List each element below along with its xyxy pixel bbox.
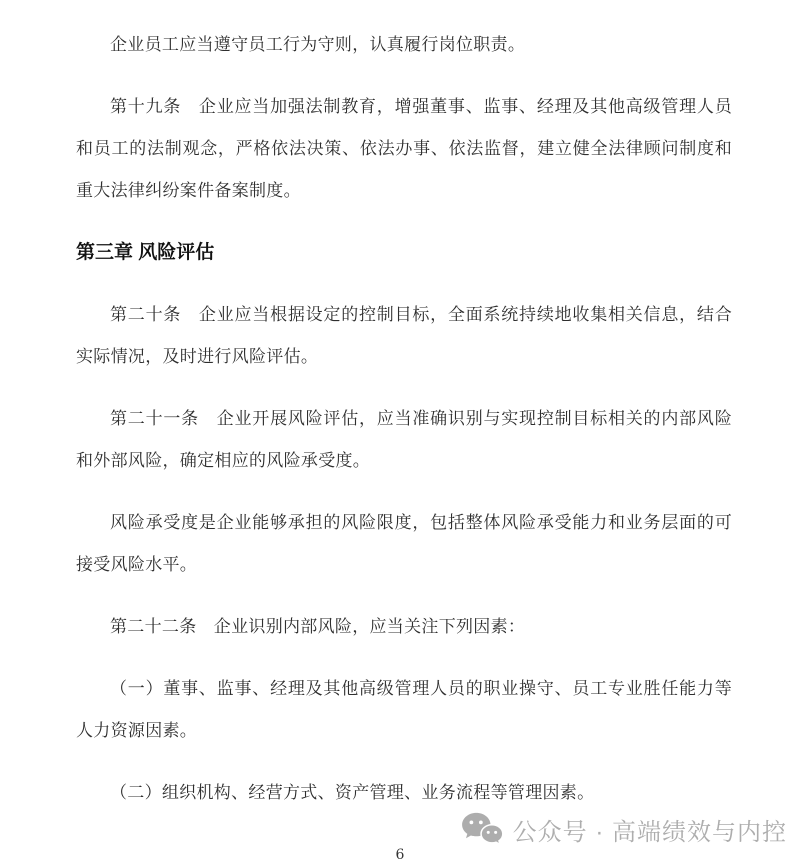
- paragraph-article-20: 第二十条 企业应当根据设定的控制目标，全面系统持续地收集相关信息，结合实际情况，及时进行风险评估。: [76, 305, 732, 366]
- paragraph-article-21: 第二十一条 企业开展风险评估，应当准确识别与实现控制目标相关的内部风险和外部风险，确定相应的风险承受度。: [76, 409, 732, 470]
- paragraph-article-19: 第十九条 企业应当加强法制教育，增强董事、监事、经理及其他高级管理人员和员工的法制观念，严格依法决策、依法办事、依法监督，建立健全法律顾问制度和重大法律纠纷案件备案制度。: [76, 97, 732, 200]
- paragraph-item-2: （二）组织机构、经营方式、资产管理、业务流程等管理因素。: [110, 783, 595, 802]
- paragraph-employee-conduct: 企业员工应当遵守员工行为守则，认真履行岗位职责。: [110, 35, 526, 54]
- paragraph-item-1: （一）董事、监事、经理及其他高级管理人员的职业操守、员工专业胜任能力等人力资源因素。: [76, 679, 732, 740]
- watermark: [460, 811, 787, 847]
- watermark-text: 公众号 · 高端绩效与内控: [512, 818, 787, 846]
- wechat-icon: [460, 811, 504, 847]
- chapter-heading-risk-assessment: 第三章 风险评估: [76, 242, 215, 263]
- page-number: 6: [395, 847, 405, 863]
- paragraph-article-22: 第二十二条 企业识别内部风险，应当关注下列因素：: [110, 617, 526, 636]
- paragraph-risk-tolerance: 风险承受度是企业能够承担的风险限度，包括整体风险承受能力和业务层面的可接受风险水平。: [76, 513, 732, 574]
